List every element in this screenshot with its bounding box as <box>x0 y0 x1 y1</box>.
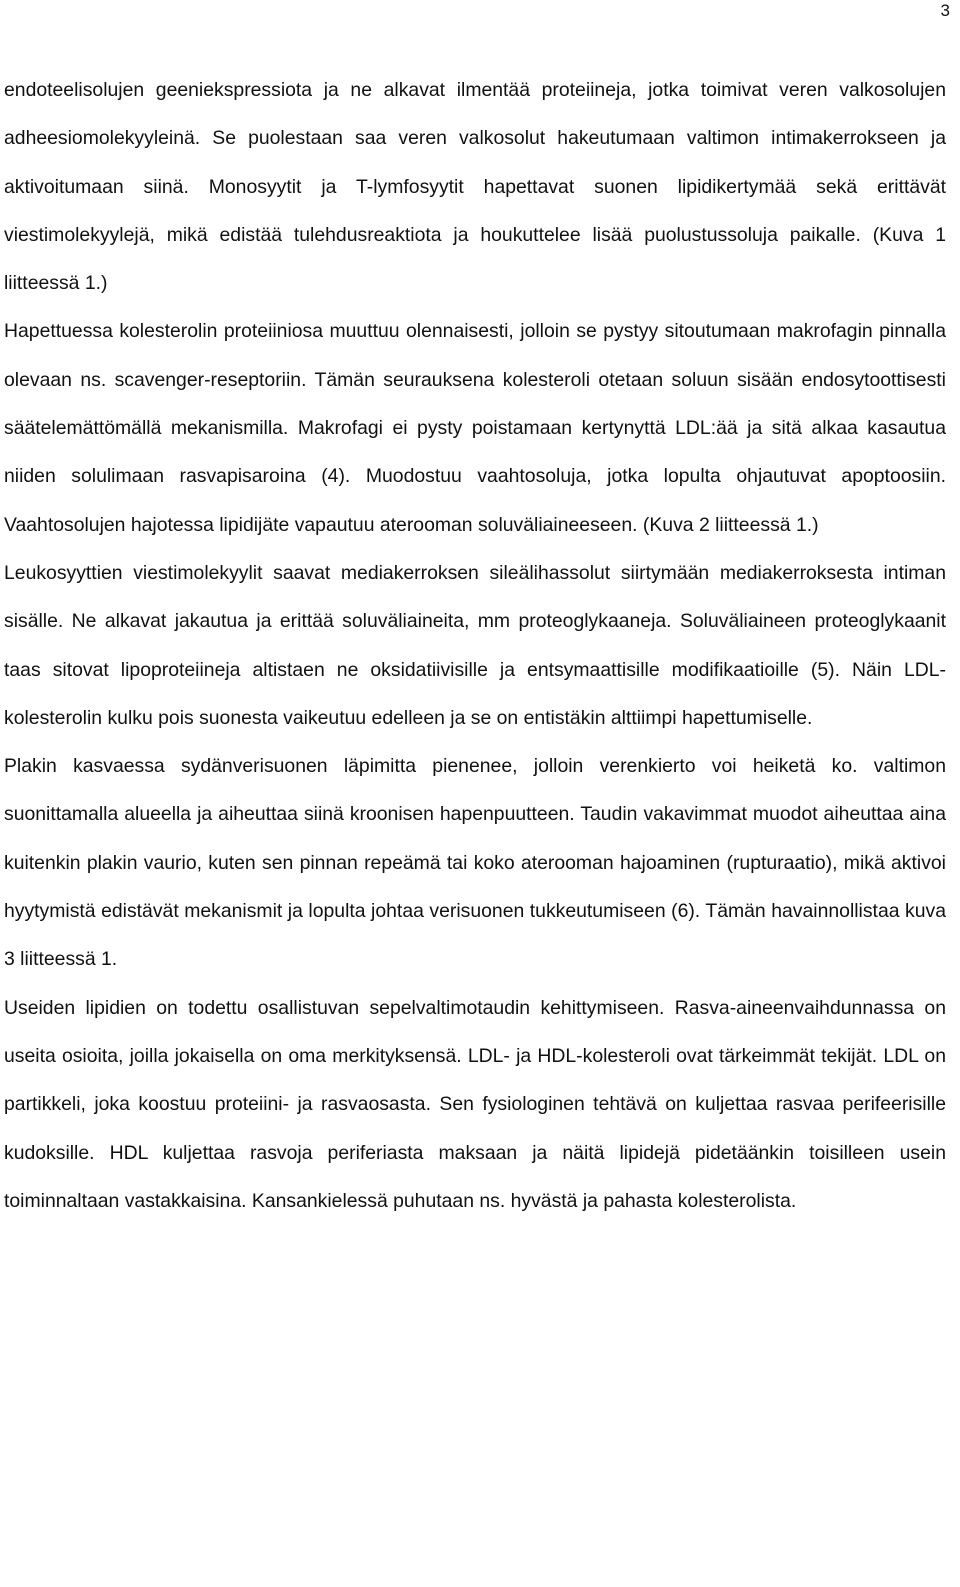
page-number: 3 <box>940 1 950 20</box>
paragraph-2: Hapettuessa kolesterolin proteiiniosa muuttuu olennaisesti, jolloin se pystyy sitoutumaan makrofagin pinnalla olevaan ns. scavenger-reseptoriin. Tämän seurauksena kolesteroli otetaan soluun sisään endosytoottisesti säätelemättömällä mekanismilla. Makrofagi ei pysty poistamaan kertynyttä LDL:ää ja sitä alkaa kasautua niiden solulimaan rasvapisaroina (4). Muodostuu vaahtosoluja, jotka lopulta ohjautuvat apoptoosiin. Vaahtosolujen hajotessa lipidijäte vapautuu aterooman soluväliaineeseen. (Kuva 2 liitteessä 1.) <box>4 320 946 536</box>
paragraph-5: Useiden lipidien on todettu osallistuvan sepelvaltimotaudin kehittymiseen. Rasva-aineenvaihdunnassa on useita osioita, joilla jokaisella on oma merkityksensä. LDL- ja HDL-kolesteroli ovat tärkeimmät tekijät. LDL on partikkeli, joka koostuu proteiini- ja rasvaosasta. Sen fysiologinen tehtävä on kuljettaa rasvaa perifeerisille kudoksille. HDL kuljettaa rasvoja periferiasta maksaan ja näitä lipidejä pidetäänkin toisilleen usein toiminnaltaan vastakkaisina. Kansankielessä puhutaan ns. hyvästä ja pahasta kolesterolista. <box>4 996 946 1212</box>
paragraph-1: endoteelisolujen geeniekspressiota ja ne alkavat ilmentää proteiineja, jotka toimivat veren valkosolujen adheesiomolekyyleinä. Se puolestaan saa veren valkosolut hakeutumaan valtimon intimakerrokseen ja aktivoitumaan siinä. Monosyytit ja T-lymfosyytit hapettavat suonen lipidikertymää sekä erittävät viestimolekyylejä, mikä edistää tulehdusreaktiota ja houkuttelee lisää puolustussoluja paikalle. (Kuva 1 liitteessä 1.) <box>4 79 946 295</box>
paragraph-3: Leukosyyttien viestimolekyylit saavat mediakerroksen sileälihassolut siirtymään mediakerroksesta intiman sisälle. Ne alkavat jakautua ja erittää soluväliaineita, mm proteoglykaaneja. Soluväliaineen proteoglykaanit taas sitovat lipoproteiineja altistaen ne oksidatiivisille ja entsymaattisille modifikaatioille (5). Näin LDL-kolesterolin kulku pois suonesta vaikeutuu edelleen ja se on entistäkin alttiimpi hapettumiselle. <box>4 561 946 729</box>
paragraph-4: Plakin kasvaessa sydänverisuonen läpimitta pienenee, jolloin verenkierto voi heiketä ko. valtimon suonittamalla alueella ja aiheuttaa siinä kroonisen hapenpuutteen. Taudin vakavimmat muodot aiheuttaa aina kuitenkin plakin vaurio, kuten sen pinnan repeämä tai koko aterooman hajoaminen (rupturaatio), mikä aktivoi hyytymistä edistävät mekanismit ja lopulta johtaa verisuonen tukkeutumiseen (6). Tämän havainnollistaa kuva 3 liitteessä 1. <box>4 755 946 971</box>
body-text <box>4 66 946 1225</box>
